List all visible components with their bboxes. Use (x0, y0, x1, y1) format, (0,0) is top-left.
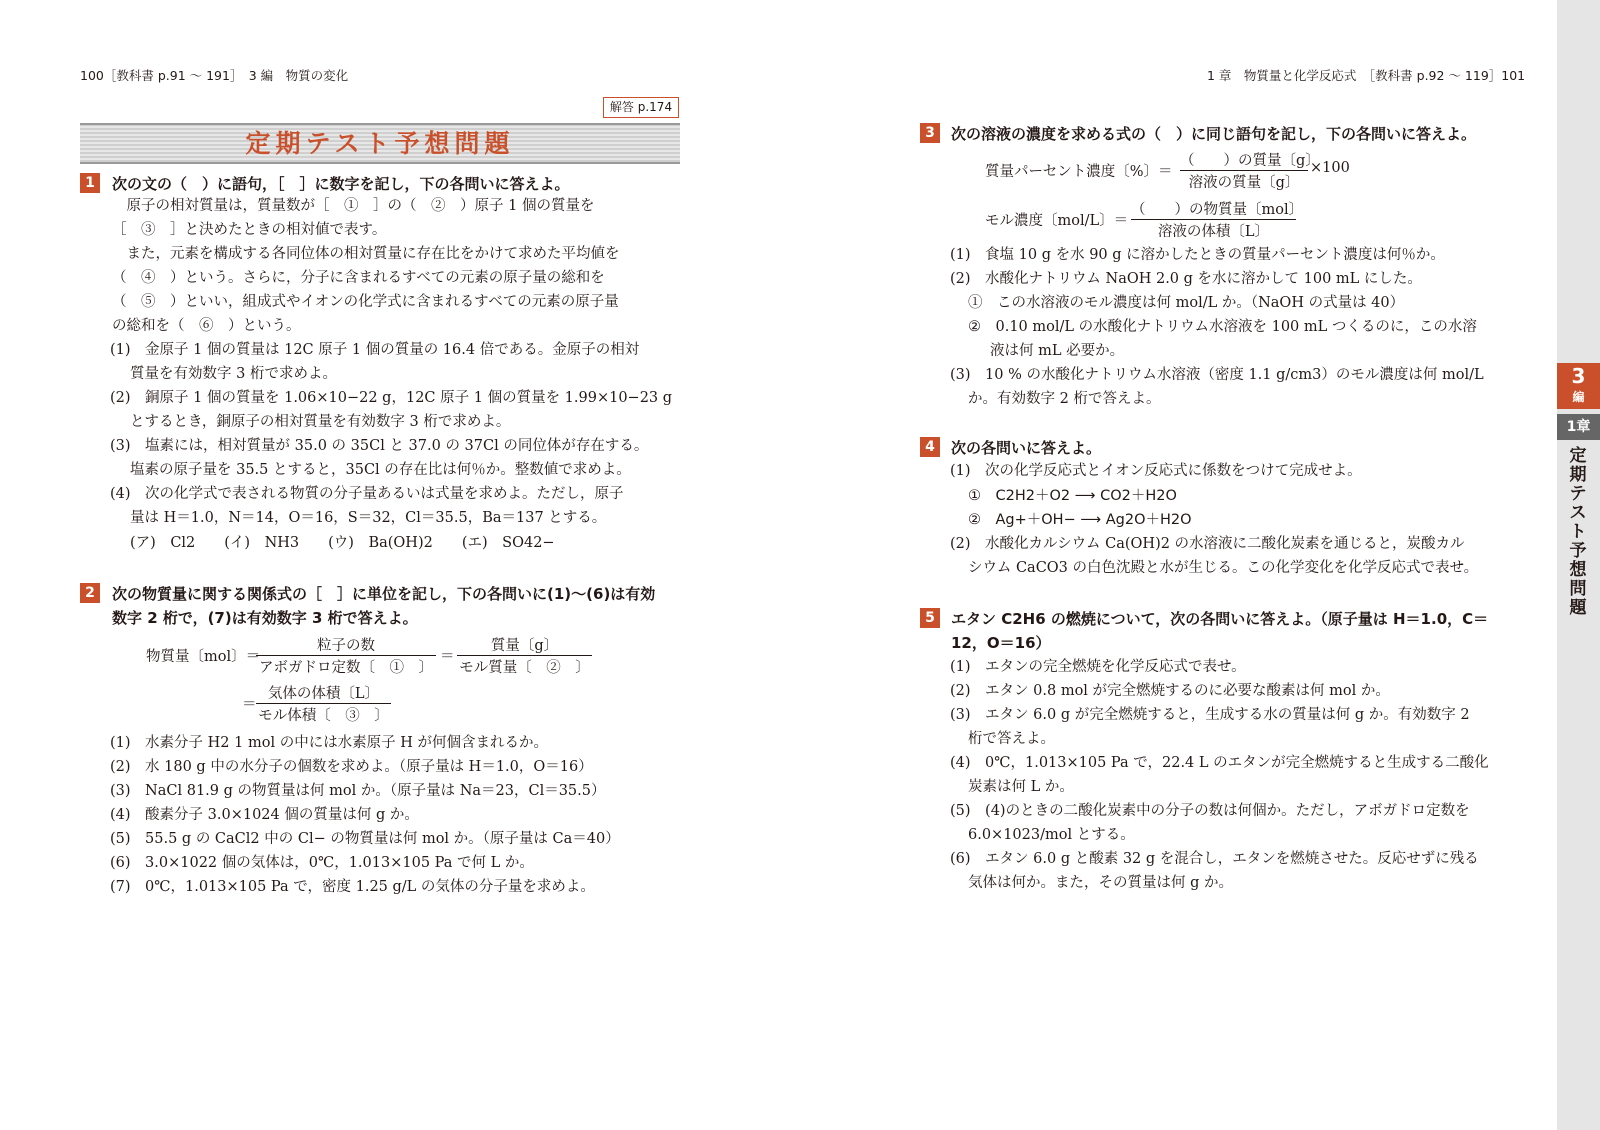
side-char: ス (1569, 503, 1587, 523)
formula-lhs: 物質量〔mol〕＝ (146, 649, 261, 665)
question-4-title: 次の各問いに答えよ。 (951, 439, 1102, 457)
question-2-title-cont: 数字 2 桁で，(7)は有効数字 3 桁で答えよ。 (112, 609, 418, 627)
question-number-1: 1 (80, 173, 100, 193)
q3-item-line: 液は何 mL 必要か。 (990, 343, 1125, 359)
q1-item-line: 質量を有効数字 3 桁で求めよ。 (130, 366, 337, 382)
q5-item-line: (5) (4)のときの二酸化炭素中の分子の数は何個か。ただし，アボガドロ定数を (950, 803, 1470, 819)
side-char: 期 (1569, 465, 1587, 485)
question-1-title: 次の文の（ ）に語句，［ ］に数字を記し，下の各問いに答えよ。 (112, 175, 570, 193)
q1-body-line: （ ④ ）という。さらに，分子に含まれるすべての元素の原子量の総和を (112, 270, 605, 286)
q3-item-line: か。有効数字 2 桁で答えよ。 (968, 391, 1161, 407)
q5-item-line: 桁で答えよ。 (968, 731, 1055, 747)
q5-item-line: (1) エタンの完全燃焼を化学反応式で表せ。 (950, 659, 1246, 675)
q1-item-line: 量は H＝1.0，N＝14，O＝16，S＝32，Cl＝35.5，Ba＝137 とする。 (130, 510, 607, 526)
chapter-tab: 1章 (1557, 414, 1600, 440)
question-5-title-cont: 12，O＝16） (951, 634, 1051, 652)
q1-item-line: (ア) Cl2 (イ) NH3 (ウ) Ba(OH)2 (エ) SO42− (130, 535, 555, 551)
q2-item-line: (1) 水素分子 H2 1 mol の中には水素原子 H が何個含まれるか。 (110, 735, 549, 751)
q1-body-line: 原子の相対質量は，質量数が［ ① ］の（ ② ）原子 1 個の質量を (112, 198, 595, 214)
page-title: 定期テスト予想問題 (245, 129, 515, 158)
q3-item-line: (1) 食塩 10 g を水 90 g に溶かしたときの質量パーセント濃度は何％か。 (950, 247, 1445, 263)
q5-item-line: (2) エタン 0.8 mol が完全燃焼するのに必要な酸素は何 mol か。 (950, 683, 1390, 699)
formula-lhs: モル濃度〔mol/L〕＝ (985, 213, 1129, 229)
side-char: テ (1569, 484, 1587, 504)
side-vertical-title (1561, 447, 1595, 618)
q4-item-line: シウム CaCO3 の白色沈殿と水が生じる。この化学変化を化学反応式で表せ。 (968, 560, 1479, 576)
question-number-2: 2 (80, 583, 100, 603)
page-header-right: 1 章 物質量と化学反応式 ［教科書 p.92 〜 119］101 (1207, 68, 1526, 83)
q4-equation-line: ② Ag+＋OH− ⟶ Ag2O＋H2O (968, 512, 1192, 528)
fraction-volume (256, 682, 391, 725)
side-char: 題 (1569, 598, 1587, 618)
question-number-3: 3 (920, 123, 940, 143)
question-5-title: エタン C2H6 の燃焼について，次の各問いに答えよ。（原子量は H＝1.0，C＝ (951, 610, 1489, 628)
q2-item-line: (2) 水 180 g 中の水分子の個数を求めよ。（原子量は H＝1.0，O＝16） (110, 759, 593, 775)
side-char: ト (1569, 522, 1587, 542)
q1-item-line: (2) 銅原子 1 個の質量を 1.06×10−22 g，12C 原子 1 個の質量を 1.99×10−23 g (110, 390, 673, 406)
part-tab (1557, 363, 1600, 409)
formula-tail: ×100 (1310, 160, 1350, 176)
q1-body-line: また，元素を構成する各同位体の相対質量に存在比をかけて求めた平均値を (112, 246, 620, 262)
fraction-particles (256, 634, 436, 677)
q2-item-line: (5) 55.5 g の CaCl2 中の Cl− の物質量は何 mol か。（原子量は Ca＝40） (110, 831, 620, 847)
fraction-numerator: （ ）の質量〔g〕 (1180, 149, 1308, 171)
fraction-molarity (1131, 198, 1304, 241)
q5-item-line: 炭素は何 L か。 (968, 779, 1074, 795)
fraction-mass-percent (1180, 149, 1320, 192)
fraction-denominator: モル質量〔 ② 〕 (459, 660, 590, 676)
fraction-mass (457, 634, 592, 677)
q2-item-line: (7) 0℃，1.013×105 Pa で，密度 1.25 g/L の気体の分子量を求めよ。 (110, 879, 595, 895)
q5-item-line: (4) 0℃，1.013×105 Pa で，22.4 L のエタンが完全燃焼すると生成する二酸化 (950, 755, 1489, 771)
q4-item-line: (2) 水酸化カルシウム Ca(OH)2 の水溶液に二酸化炭素を通じると，炭酸カル (950, 536, 1465, 552)
side-char: 想 (1569, 560, 1587, 580)
formula-lhs: 質量パーセント濃度〔%〕＝ (985, 164, 1173, 180)
fraction-numerator: 粒子の数 (256, 634, 436, 656)
q5-item-line: 6.0×1023/mol とする。 (968, 827, 1135, 843)
answer-reference: 解答 p.174 (603, 97, 679, 118)
question-3-title: 次の溶液の濃度を求める式の（ ）に同じ語句を記し，下の各問いに答えよ。 (951, 125, 1477, 143)
q1-item-line: (4) 次の化学式で表される物質の分子量あるいは式量を求めよ。ただし，原子 (110, 486, 624, 502)
fraction-numerator: （ ）の物質量〔mol〕 (1131, 198, 1296, 220)
formula-equals: ＝ (440, 649, 455, 665)
formula-equals: ＝ (242, 697, 257, 713)
q3-item-line: (3) 10 % の水酸化ナトリウム水溶液（密度 1.1 g/cm3）のモル濃度は何 mol/L (950, 367, 1484, 383)
question-number-5: 5 (920, 608, 940, 628)
q2-item-line: (6) 3.0×1022 個の気体は，0℃，1.013×105 Pa で何 L か。 (110, 855, 534, 871)
q1-item-line: 塩素の原子量を 35.5 とすると，35Cl の存在比は何％か。整数値で求めよ。 (130, 462, 631, 478)
fraction-numerator: 質量〔g〕 (457, 634, 592, 656)
part-number: 3 (1571, 364, 1586, 388)
q5-item-line: 気体は何か。また，その質量は何 g か。 (968, 875, 1233, 891)
side-char: 問 (1569, 579, 1587, 599)
q1-item-line: とするとき，銅原子の相対質量を有効数字 3 桁で求めよ。 (130, 414, 511, 430)
q1-item-line: (1) 金原子 1 個の質量は 12C 原子 1 個の質量の 16.4 倍である。金原子の相対 (110, 342, 640, 358)
q3-item-line: ② 0.10 mol/L の水酸化ナトリウム水溶液を 100 mL つくるのに，この水溶 (968, 319, 1477, 335)
q3-item-line: ① この水溶液のモル濃度は何 mol/L か。（NaOH の式量は 40） (968, 295, 1405, 311)
q1-body-line: （ ⑤ ）といい，組成式やイオンの化学式に含まれるすべての元素の原子量 (112, 294, 619, 310)
q4-equation-line: ① C2H2＋O2 ⟶ CO2＋H2O (968, 488, 1177, 504)
fraction-denominator: モル体積〔 ③ 〕 (258, 708, 389, 724)
title-banner (80, 123, 680, 164)
q2-item-line: (3) NaCl 81.9 g の物質量は何 mol か。（原子量は Na＝23，Cl＝35.5） (110, 783, 606, 799)
q3-item-line: (2) 水酸化ナトリウム NaOH 2.0 g を水に溶かして 100 mL にした。 (950, 271, 1422, 287)
page-header-left: 100［教科書 p.91 〜 191］ 3 編 物質の変化 (80, 68, 349, 83)
question-number-4: 4 (920, 437, 940, 457)
part-label: 編 (1572, 390, 1585, 404)
q5-item-line: (6) エタン 6.0 g と酸素 32 g を混合し，エタンを燃焼させた。反応せずに残る (950, 851, 1479, 867)
q1-body-line: ［ ③ ］と決めたときの相対値で表す。 (112, 222, 387, 238)
q4-item-line: (1) 次の化学反応式とイオン反応式に係数をつけて完成せよ。 (950, 463, 1362, 479)
side-char: 予 (1569, 541, 1587, 561)
q1-item-line: (3) 塩素には，相対質量が 35.0 の 35Cl と 37.0 の 37Cl の同位体が存在する。 (110, 438, 649, 454)
fraction-denominator: 溶液の質量〔g〕 (1188, 175, 1300, 191)
fraction-denominator: 溶液の体積〔L〕 (1157, 224, 1270, 240)
q5-item-line: (3) エタン 6.0 g が完全燃焼すると，生成する水の質量は何 g か。有効数字 2 (950, 707, 1470, 723)
q2-item-line: (4) 酸素分子 3.0×1024 個の質量は何 g か。 (110, 807, 419, 823)
fraction-numerator: 気体の体積〔L〕 (256, 682, 391, 704)
side-char: 定 (1569, 446, 1587, 466)
fraction-denominator: アボガドロ定数〔 ① 〕 (259, 660, 433, 676)
q1-body-line: の総和を（ ⑥ ）という。 (112, 318, 301, 334)
question-2-title: 次の物質量に関する関係式の［ ］に単位を記し，下の各問いに(1)〜(6)は有効 (112, 585, 656, 603)
